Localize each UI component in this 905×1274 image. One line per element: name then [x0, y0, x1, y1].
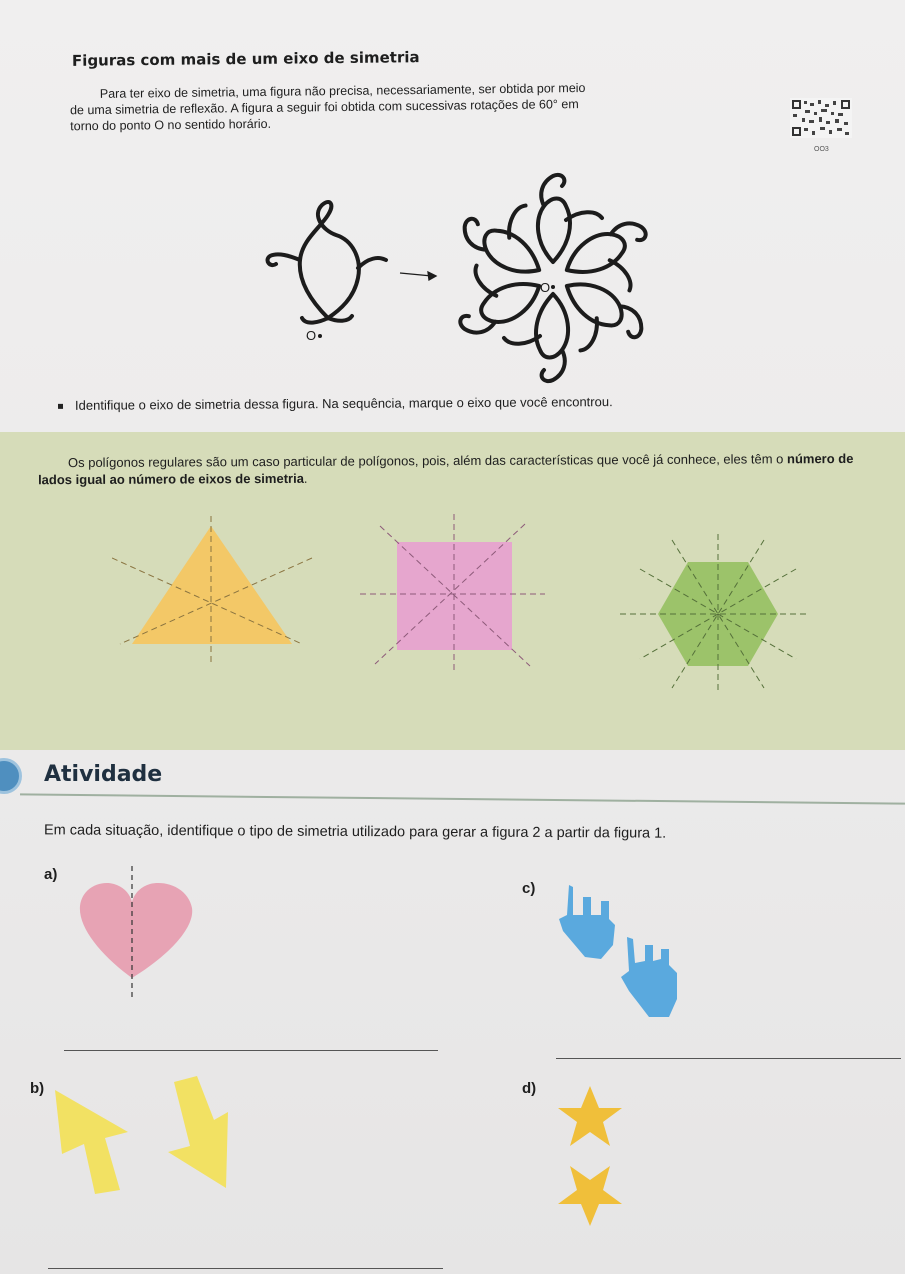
intro-line-1: Para ter eixo de simetria, uma figura não precisa, necessariamente, ser obtida por meio [99, 80, 586, 101]
base-point-label: O [306, 328, 317, 343]
star-icon [550, 1082, 630, 1230]
item-a-label: a) [44, 866, 58, 883]
task-text: Identifique o eixo de simetria dessa figura. Na sequência, marque o eixo que você encontrou. [74, 394, 613, 413]
item-c-label: c) [522, 880, 536, 897]
item-d-label: d) [522, 1080, 537, 1097]
activity-divider [20, 793, 905, 804]
polygons-text-bold: número de lados igual ao número de eixos de simetria [38, 450, 854, 488]
activity-icon [0, 758, 22, 794]
qr-code-icon [790, 98, 852, 138]
hand-icon [555, 875, 690, 1025]
polygons-text-end: . [303, 470, 308, 486]
intro-line-2: de uma simetria de reflexão. A figura a seguir foi obtida com sucessivas rotações de 60° em [69, 97, 579, 118]
rotation-figure [240, 160, 700, 405]
flower-petal [456, 184, 563, 283]
flower-petal [504, 294, 568, 381]
section-title: Figuras com mais de um eixo de simetria [71, 48, 420, 70]
activity-instruction: Em cada situação, identifique o tipo de simetria utilizado para gerar a figura 2 a partir da figura 1. [43, 822, 667, 842]
hexagon-axes-figure [620, 534, 810, 694]
item-a-answer-line[interactable] [64, 1050, 438, 1051]
flower-motif [439, 175, 667, 381]
activity-title: Atividade [44, 762, 163, 787]
polygons-text-1: Os polígonos regulares são um caso particular de polígonos, pois, além das características que você já [67, 451, 664, 471]
task-bullet [58, 394, 613, 413]
base-motif [268, 202, 386, 323]
intro-paragraph [70, 78, 771, 135]
flower-point-label: O [540, 280, 551, 295]
polygons-text-2: conhece, eles têm o [666, 451, 788, 467]
flower-petal [542, 273, 649, 372]
flower-petal [538, 175, 602, 262]
item-b-label: b) [30, 1080, 45, 1097]
arrow-icon [50, 1070, 240, 1200]
base-point-dot [318, 334, 322, 338]
qr-code-label: OO3 [814, 146, 829, 153]
flower-point-dot [551, 285, 555, 289]
item-b-answer-line[interactable] [48, 1268, 443, 1269]
rotation-arrow [400, 272, 436, 280]
item-c-answer-line[interactable] [556, 1058, 901, 1059]
triangle-axes-figure [112, 516, 322, 666]
bullet-icon [58, 404, 63, 409]
intro-line-3: torno do ponto O no sentido horário. [70, 116, 272, 134]
heart-icon [72, 866, 202, 1001]
square-axes-figure [360, 514, 545, 674]
regular-polygons-text [38, 450, 888, 488]
